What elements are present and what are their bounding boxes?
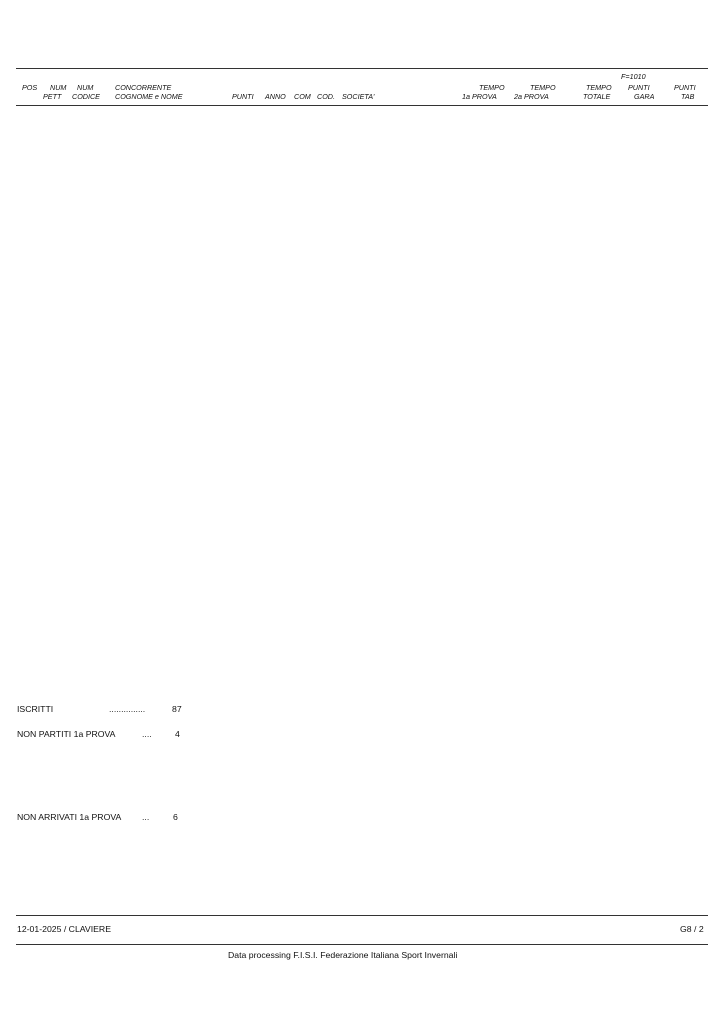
- non-arrivati-value: 6: [173, 812, 178, 822]
- table-row: [0, 303, 724, 314]
- header-cognome-nome: COGNOME e NOME: [115, 92, 183, 101]
- header-concorrente: CONCORRENTE: [115, 83, 172, 92]
- list-item: [0, 844, 724, 855]
- table-row: [0, 356, 724, 367]
- header-f-value: F=1010: [621, 72, 646, 81]
- non-partiti-label: NON PARTITI 1a PROVA: [17, 729, 116, 739]
- header-tempo1: TEMPO: [479, 83, 505, 92]
- header-pett: PETT: [43, 92, 62, 101]
- table-row: [0, 154, 724, 165]
- header-societa: SOCIETA': [342, 92, 375, 101]
- table-row: [0, 324, 724, 335]
- table-row: [0, 176, 724, 187]
- table-row: [0, 207, 724, 218]
- table-row: [0, 292, 724, 303]
- list-item: [0, 763, 724, 774]
- list-item: [0, 773, 724, 784]
- table-row: [0, 589, 724, 600]
- header-punti-gara2: GARA: [634, 92, 655, 101]
- table-row: [0, 419, 724, 430]
- non-partiti-value: 4: [175, 729, 180, 739]
- table-row: [0, 345, 724, 356]
- list-item: [0, 886, 724, 897]
- footer-rule-top: [16, 915, 708, 916]
- table-row: [0, 525, 724, 536]
- header-punti-gara1: PUNTI: [628, 83, 650, 92]
- table-row: [0, 504, 724, 515]
- table-row: [0, 133, 724, 144]
- header-num1: NUM: [50, 83, 67, 92]
- header-anno: ANNO: [265, 92, 286, 101]
- table-row: [0, 557, 724, 568]
- table-row: [0, 398, 724, 409]
- header-num2: NUM: [77, 83, 94, 92]
- table-row: [0, 462, 724, 473]
- list-item: [0, 875, 724, 886]
- table-row: [0, 494, 724, 505]
- header-tempo3: TEMPO: [586, 83, 612, 92]
- table-row: [0, 260, 724, 271]
- table-row: [0, 536, 724, 547]
- table-row: [0, 621, 724, 632]
- table-row: [0, 218, 724, 229]
- table-row: [0, 472, 724, 483]
- table-row: [0, 282, 724, 293]
- non-arrivati-dots: ...: [142, 812, 150, 822]
- non-arrivati-label: NON ARRIVATI 1a PROVA: [17, 812, 122, 822]
- header-pos: POS: [22, 83, 38, 92]
- table-row: [0, 335, 724, 346]
- table-row: [0, 366, 724, 377]
- table-row: [0, 313, 724, 324]
- list-item: [0, 865, 724, 876]
- header-rule: [16, 105, 708, 106]
- table-row: [0, 388, 724, 399]
- table-row: [0, 112, 724, 123]
- top-rule: [16, 68, 708, 69]
- header-prova2: 2a PROVA: [514, 92, 549, 101]
- table-row: [0, 250, 724, 261]
- table-row: [0, 483, 724, 494]
- iscritti-label: ISCRITTI: [17, 704, 54, 714]
- iscritti-dots: ...............: [109, 704, 146, 714]
- header-punti: PUNTI: [232, 92, 254, 101]
- table-row: [0, 165, 724, 176]
- header-punti-tab2: TAB: [681, 92, 695, 101]
- table-row: [0, 568, 724, 579]
- header-prova1: 1a PROVA: [462, 92, 497, 101]
- table-row: [0, 547, 724, 558]
- footer-rule-bottom: [16, 944, 708, 945]
- table-row: [0, 441, 724, 452]
- table-row: [0, 144, 724, 155]
- header-punti-tab1: PUNTI: [674, 83, 696, 92]
- table-row: [0, 600, 724, 611]
- header-codice: CODICE: [72, 92, 100, 101]
- list-item: [0, 833, 724, 844]
- header-cod: COD.: [317, 92, 335, 101]
- iscritti-value: 87: [172, 704, 182, 714]
- table-row: [0, 515, 724, 526]
- table-row: [0, 239, 724, 250]
- table-row: [0, 578, 724, 589]
- footer-credit: Data processing F.I.S.I. Federazione Italiana Sport Invernali: [228, 950, 458, 960]
- table-row: [0, 229, 724, 240]
- table-row: [0, 451, 724, 462]
- non-partiti-dots: ....: [142, 729, 152, 739]
- list-item: [0, 752, 724, 763]
- list-item: [0, 784, 724, 795]
- non-arrivati-line: [17, 812, 178, 822]
- table-row: [0, 271, 724, 282]
- non-partiti-line: [17, 729, 180, 739]
- footer-page: G8 / 2: [680, 924, 704, 934]
- table-row: [0, 123, 724, 134]
- table-row: [0, 430, 724, 441]
- header-tempo2: TEMPO: [530, 83, 556, 92]
- table-row: [0, 409, 724, 420]
- table-row: [0, 186, 724, 197]
- list-item: [0, 854, 724, 865]
- table-row: [0, 197, 724, 208]
- header-com: COM: [294, 92, 311, 101]
- footer-date-place: 12-01-2025 / CLAVIERE: [17, 924, 112, 934]
- table-row: [0, 610, 724, 621]
- iscritti-line: [17, 704, 182, 714]
- header-totale: TOTALE: [583, 92, 611, 101]
- table-row: [0, 377, 724, 388]
